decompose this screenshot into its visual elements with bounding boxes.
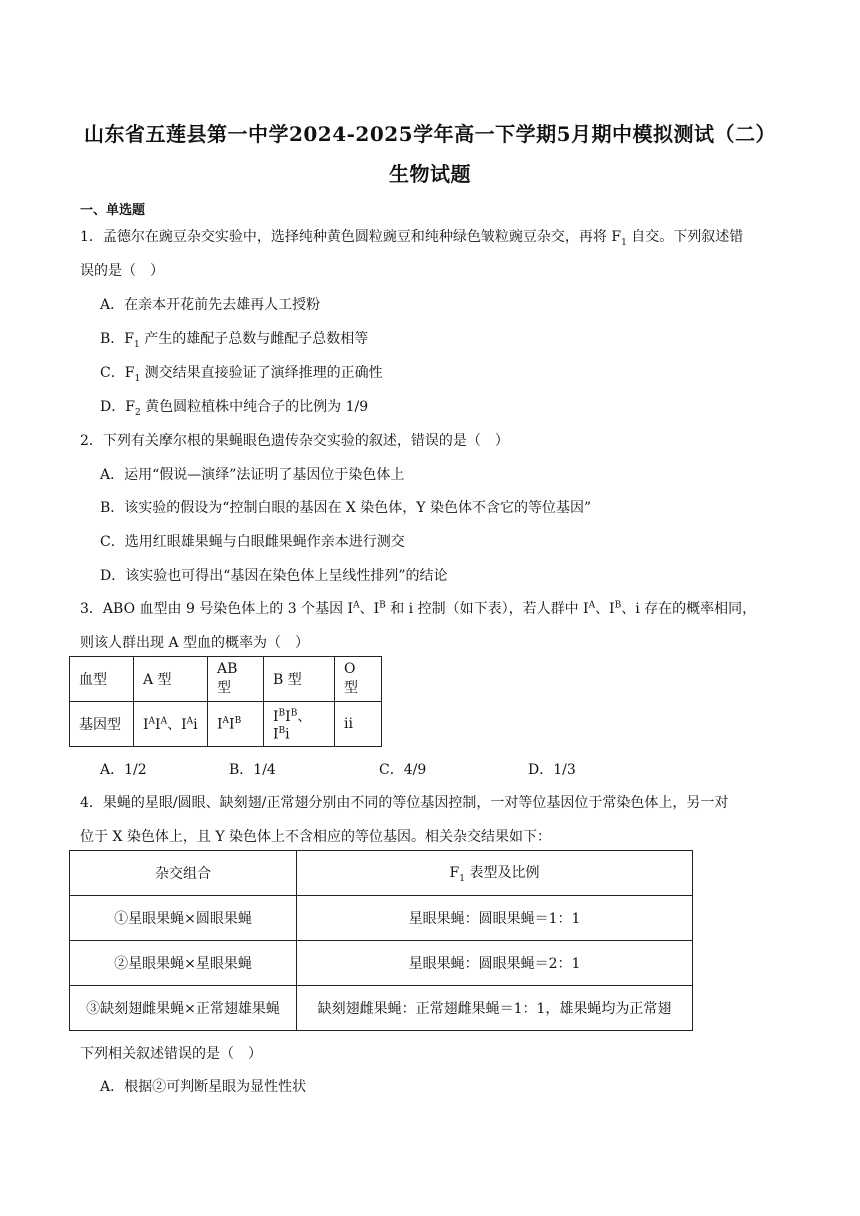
gene-sep: 、 — [297, 708, 312, 725]
table-cell: O 型 — [335, 657, 382, 702]
exam-title-line1: 山东省五莲县第一中学2024-2025学年高一下学期5月期中模拟测试（二） — [83, 122, 777, 146]
table-cell: 缺刻翅雌果蝇：正常翅雌果蝇＝1：1，雄果蝇均为正常翅 — [297, 986, 693, 1031]
gene-sup: B — [290, 708, 298, 719]
q3-stem-t3: 和 i 控制（如下表），若人群中 I — [385, 601, 589, 617]
q3-stem-t5: 、i 存在的概率相同， — [621, 601, 757, 617]
q1-d-text-end: 黄色圆粒植株中纯合子的比例为 1/9 — [140, 399, 369, 415]
gene-letter: I — [143, 717, 149, 733]
cross-results-table — [69, 850, 693, 1031]
q4-stem-line2: 位于 X 染色体上，且 Y 染色体上不含相应的等位基因。相关杂交结果如下： — [80, 829, 552, 845]
q4-option-a: A．根据②可判断星眼为显性性状 — [100, 1079, 307, 1095]
gene-letter: I — [229, 716, 235, 733]
q3-option-d: D．1/3 — [528, 762, 576, 778]
q2-option-c: C．选用红眼雄果蝇与白眼雌果蝇作亲本进行测交 — [100, 534, 405, 550]
table-cell: 基因型 — [70, 702, 134, 747]
gene-letter: I — [273, 726, 279, 743]
gene-sup: A — [186, 716, 194, 727]
header-sub: 1 — [459, 873, 465, 884]
table-cell: ③缺刻翅雌果蝇×正常翅雄果蝇 — [70, 986, 297, 1031]
q2-option-d: D．该实验也可得出“基因在染色体上呈线性排列”的结论 — [100, 568, 448, 584]
q3-sup-a: A — [353, 600, 360, 611]
genotype-ab-cell — [208, 702, 264, 747]
q1-stem-text: 1．孟德尔在豌豆杂交实验中，选择纯种黄色圆粒豌豆和纯种绿色皱粒豌豆杂交，再将 F — [80, 229, 622, 245]
q1-c-text-end: 测交结果直接验证了演绎推理的正确性 — [140, 365, 383, 381]
q2-option-a: A．运用“假说—演绎”法证明了基因位于染色体上 — [100, 467, 405, 483]
q3-option-a: A．1/2 — [100, 762, 147, 778]
table-row — [70, 941, 693, 986]
table-cell: 星眼果蝇：圆眼果蝇＝1：1 — [297, 896, 693, 941]
q3-stem-line1 — [80, 598, 756, 618]
table-row — [70, 896, 693, 941]
q1-stem-line1 — [80, 226, 743, 248]
table-cell: ②星眼果蝇×星眼果蝇 — [70, 941, 297, 986]
gene-letter: I — [181, 717, 187, 733]
q1-stem-line2: 误的是（ ） — [80, 263, 164, 279]
gene-letter: I — [217, 716, 223, 733]
q3-stem-t2: 、I — [359, 601, 380, 617]
gene-sup: A — [160, 716, 168, 727]
header-text: F — [449, 865, 460, 882]
gene-sep: 、 — [167, 717, 182, 733]
q1-c-text: C．F — [100, 365, 135, 381]
q3-option-c: C．4/9 — [379, 762, 427, 778]
q1-option-c — [100, 362, 383, 384]
q2-option-b: B．该实验的假设为“控制白眼的基因在 X 染色体，Y 染色体不含它的等位基因” — [100, 500, 592, 516]
gene-letter: I — [285, 708, 291, 725]
genotype-b-cell — [264, 702, 335, 747]
table-row — [70, 657, 382, 702]
section-heading: 一、单选题 — [80, 203, 146, 218]
genotype-o-cell: ii — [335, 702, 382, 747]
header-text-end: 表型及比例 — [465, 865, 540, 882]
table-header-cell — [297, 851, 693, 896]
q1-option-d — [100, 396, 368, 418]
q4-followup: 下列相关叙述错误的是（ ） — [80, 1046, 262, 1062]
q3-stem-t4: 、I — [595, 601, 615, 617]
q1-option-a: A．在亲本开花前先去雄再人工授粉 — [100, 297, 321, 313]
q1-d-text: D．F — [100, 399, 135, 415]
q3-option-b: B．1/4 — [229, 762, 276, 778]
q4-stem-line1: 4．果蝇的星眼/圆眼、缺刻翅/正常翅分别由不同的等位基因控制，一对等位基因位于常染色体上，另一对 — [80, 795, 729, 811]
q1-b-text-end: 产生的雄配子总数与雌配子总数相等 — [139, 331, 369, 347]
gene-letter: I — [155, 717, 161, 733]
q1-stem-sub: 1 — [621, 237, 627, 248]
q1-d-sub: 2 — [134, 407, 141, 418]
table-cell: AB 型 — [208, 657, 264, 702]
q3-sup-b2: B — [614, 600, 622, 611]
gene-letter: i — [193, 717, 198, 733]
q1-b-sub: 1 — [134, 339, 140, 350]
q3-stem-line2: 则该人群出现 A 型血的概率为（ ） — [80, 635, 310, 651]
gene-sup: B — [278, 708, 286, 719]
q1-b-text: B．F — [100, 331, 135, 347]
gene-sup: A — [222, 715, 230, 726]
table-cell: ①星眼果蝇×圆眼果蝇 — [70, 896, 297, 941]
q1-stem-text-end: 自交。下列叙述错 — [626, 229, 744, 245]
q1-option-b — [100, 328, 368, 350]
gene-sup: A — [148, 716, 156, 727]
table-row — [70, 986, 693, 1031]
table-cell: A 型 — [134, 657, 208, 702]
gene-sup: B — [234, 715, 242, 726]
table-cell: B 型 — [264, 657, 335, 702]
q1-c-sub: 1 — [134, 373, 141, 384]
genotype-a-cell — [134, 702, 208, 747]
q3-sup-b: B — [379, 600, 386, 611]
table-cell: 血型 — [70, 657, 134, 702]
table-cell: 星眼果蝇：圆眼果蝇＝2：1 — [297, 941, 693, 986]
gene-sup: B — [278, 725, 286, 736]
table-row — [70, 702, 382, 747]
q3-stem-t1: 3．ABO 血型由 9 号染色体上的 3 个基因 I — [80, 601, 354, 617]
gene-letter: I — [273, 708, 279, 725]
blood-type-table — [69, 656, 382, 747]
q2-stem: 2．下列有关摩尔根的果蝇眼色遗传杂交实验的叙述，错误的是（ ） — [80, 433, 509, 449]
table-row — [70, 851, 693, 896]
exam-title-line2: 生物试题 — [389, 162, 471, 186]
table-header-cell: 杂交组合 — [70, 851, 297, 896]
q3-sup-a2: A — [588, 600, 596, 611]
gene-letter: i — [285, 726, 290, 743]
